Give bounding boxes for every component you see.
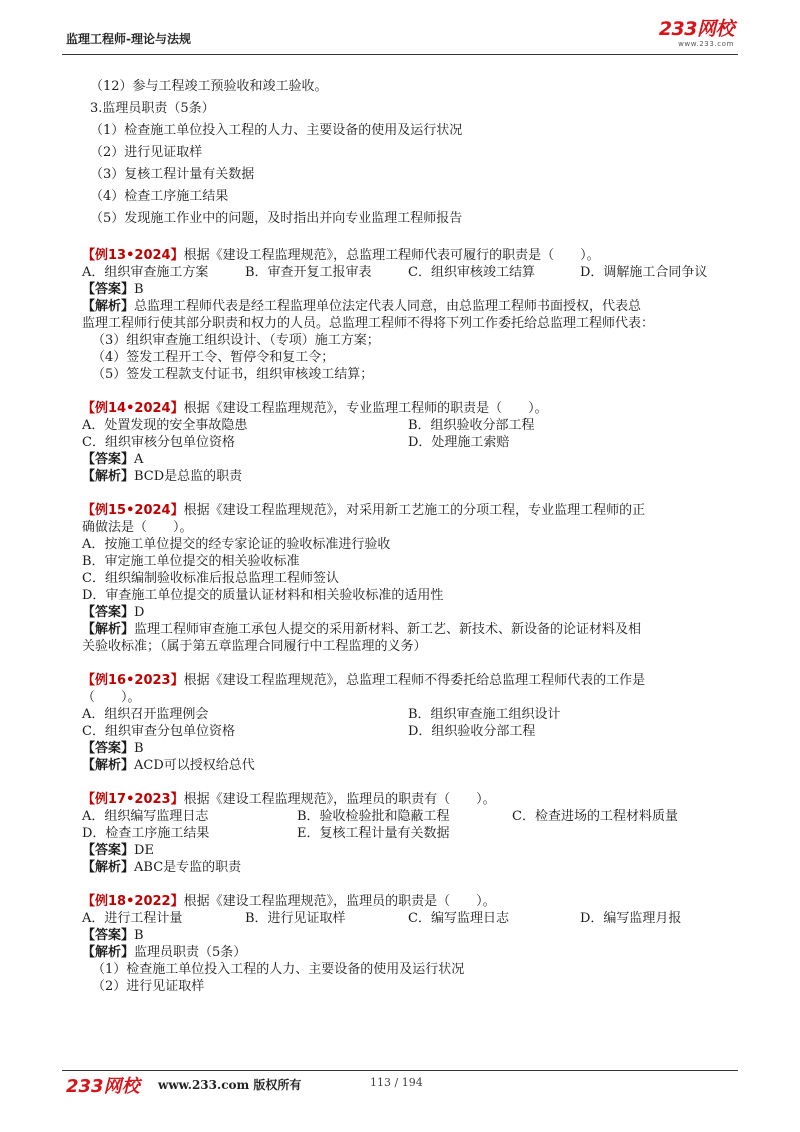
analysis-text: 关验收标准；（属于第五章监理合同履行中工程监理的义务） xyxy=(82,639,427,654)
brand-logo-url: www.233.com xyxy=(678,40,734,48)
option-a: A．组织编写监理日志 xyxy=(82,809,209,824)
question-stem: 根据《建设工程监理规范》，总监理工程师代表可履行的职责是（ ）。 xyxy=(183,248,600,263)
intro-line: （12）参与工程竣工预验收和竣工验收。 xyxy=(90,79,328,94)
analysis-item: （5）签发工程款支付证书，组织审核竣工结算； xyxy=(92,367,374,382)
intro-line: （4）检查工序施工结果 xyxy=(90,189,229,204)
question-tag: 【例15•2024】 xyxy=(82,503,184,518)
analysis-label: 【解析】 xyxy=(82,469,135,484)
option-d: D．调解施工合同争议 xyxy=(580,265,708,280)
question-13 xyxy=(82,247,730,383)
header-title: 监理工程师-理论与法规 xyxy=(66,32,191,46)
question-tag: 【例14•2024】 xyxy=(82,401,184,416)
question-18 xyxy=(82,893,730,995)
question-stem: 根据《建设工程监理规范》，对采用新工艺施工的分项工程，专业监理工程师的正 xyxy=(183,503,646,518)
option-d: D．组织验收分部工程 xyxy=(408,724,536,739)
intro-line: （5）发现施工作业中的问题，及时指出并向专业监理工程师报告 xyxy=(90,211,463,226)
question-stem-cont: （ ）。 xyxy=(82,690,141,705)
option-a: A．进行工程计量 xyxy=(82,911,183,926)
analysis-label: 【解析】 xyxy=(82,299,135,314)
answer-value: DE xyxy=(134,843,154,858)
footer-copyright: www.233.com 版权所有 xyxy=(158,1078,302,1092)
question-stem: 根据《建设工程监理规范》，专业监理工程师的职责是（ ）。 xyxy=(183,401,548,416)
option-c: C．组织审查分包单位资格 xyxy=(82,724,235,739)
analysis-label: 【解析】 xyxy=(82,945,135,960)
answer-value: B xyxy=(134,282,144,297)
brand-logo xyxy=(646,18,734,50)
analysis-text: 监理工程师审查施工承包人提交的采用新材料、新工艺、新技术、新设备的论证材料及相 xyxy=(134,622,642,637)
content xyxy=(82,76,730,995)
footer-logo: 233网校 xyxy=(66,1076,140,1097)
answer-value: B xyxy=(134,741,144,756)
question-stem: 根据《建设工程监理规范》，监理员的职责有（ ）。 xyxy=(183,792,496,807)
analysis-text: 监理员职责（5条） xyxy=(134,945,247,960)
option-d: D．审查施工单位提交的质量认证材料和相关验收标准的适用性 xyxy=(82,588,444,603)
answer-label: 【答案】 xyxy=(82,843,135,858)
analysis-text: BCD是总监的职责 xyxy=(134,469,243,484)
answer-value: A xyxy=(134,452,144,467)
option-d: D．检查工序施工结果 xyxy=(82,826,210,841)
footer-divider xyxy=(62,1070,738,1071)
option-e: E．复核工程计量有关数据 xyxy=(297,826,450,841)
option-a: A．处置发现的安全事故隐患 xyxy=(82,418,248,433)
question-tag: 【例17•2023】 xyxy=(82,792,184,807)
answer-label: 【答案】 xyxy=(82,282,135,297)
analysis-item: （2）进行见证取样 xyxy=(92,979,205,994)
answer-value: D xyxy=(134,605,145,620)
brand-logo-text: 233网校 xyxy=(658,18,734,40)
option-b: B．进行见证取样 xyxy=(245,911,346,926)
question-tag: 【例18•2022】 xyxy=(82,894,184,909)
analysis-item: （1）检查施工单位投入工程的人力、主要设备的使用及运行状况 xyxy=(92,962,465,977)
option-b: B．审定施工单位提交的相关验收标准 xyxy=(82,554,300,569)
question-stem: 根据《建设工程监理规范》，监理员的职责是（ ）。 xyxy=(183,894,496,909)
option-a: A．按施工单位提交的经专家论证的验收标准进行验收 xyxy=(82,537,391,552)
option-a: A．组织召开监理例会 xyxy=(82,707,209,722)
answer-label: 【答案】 xyxy=(82,741,135,756)
question-17 xyxy=(82,791,730,876)
question-15 xyxy=(82,502,730,655)
option-c: C．组织审核竣工结算 xyxy=(408,265,535,280)
question-tag: 【例13•2024】 xyxy=(82,248,184,263)
question-stem-cont: 确做法是（ ）。 xyxy=(82,520,193,535)
question-tag: 【例16•2023】 xyxy=(82,673,184,688)
analysis-text: 总监理工程师代表是经工程监理单位法定代表人同意，由总监理工程师书面授权，代表总 xyxy=(134,299,642,314)
answer-value: B xyxy=(134,928,144,943)
analysis-text: ABC是专监的职责 xyxy=(134,860,242,875)
analysis-item: （3）组织审查施工组织设计、（专项）施工方案； xyxy=(92,333,380,348)
analysis-label: 【解析】 xyxy=(82,758,135,773)
intro-line: （2）进行见证取样 xyxy=(90,145,203,160)
header-divider xyxy=(62,54,738,55)
intro-line: （3）复核工程计量有关数据 xyxy=(90,167,255,182)
analysis-item: （4）签发工程开工令、暂停令和复工令； xyxy=(92,350,335,365)
option-b: B．验收检验批和隐蔽工程 xyxy=(297,809,450,824)
page-number: 113 / 194 xyxy=(370,1076,423,1089)
option-d: D．处理施工索赔 xyxy=(408,435,510,450)
intro-heading: 3.监理员职责（5条） xyxy=(90,101,215,116)
option-c: C．组织审核分包单位资格 xyxy=(82,435,235,450)
analysis-label: 【解析】 xyxy=(82,622,135,637)
analysis-text: 监理工程师行使其部分职责和权力的人员。总监理工程师不得将下列工作委托给总监理工程师代表： xyxy=(82,316,655,331)
question-16 xyxy=(82,672,730,774)
analysis-text: ACD可以授权给总代 xyxy=(134,758,255,773)
option-b: B．审查开复工报审表 xyxy=(245,265,372,280)
answer-label: 【答案】 xyxy=(82,928,135,943)
option-b: B．组织验收分部工程 xyxy=(408,418,535,433)
option-a: A．组织审查施工方案 xyxy=(82,265,209,280)
option-b: B．组织审查施工组织设计 xyxy=(408,707,561,722)
question-stem: 根据《建设工程监理规范》，总监理工程师不得委托给总监理工程师代表的工作是 xyxy=(183,673,646,688)
analysis-label: 【解析】 xyxy=(82,860,135,875)
option-c: C．检查进场的工程材料质量 xyxy=(512,809,678,824)
option-c: C．组织编制验收标准后报总监理工程师签认 xyxy=(82,571,339,586)
intro-line: （1）检查施工单位投入工程的人力、主要设备的使用及运行状况 xyxy=(90,123,463,138)
intro-section xyxy=(90,76,730,230)
question-14 xyxy=(82,400,730,485)
answer-label: 【答案】 xyxy=(82,605,135,620)
option-d: D．编写监理月报 xyxy=(580,911,682,926)
option-c: C．编写监理日志 xyxy=(408,911,509,926)
answer-label: 【答案】 xyxy=(82,452,135,467)
